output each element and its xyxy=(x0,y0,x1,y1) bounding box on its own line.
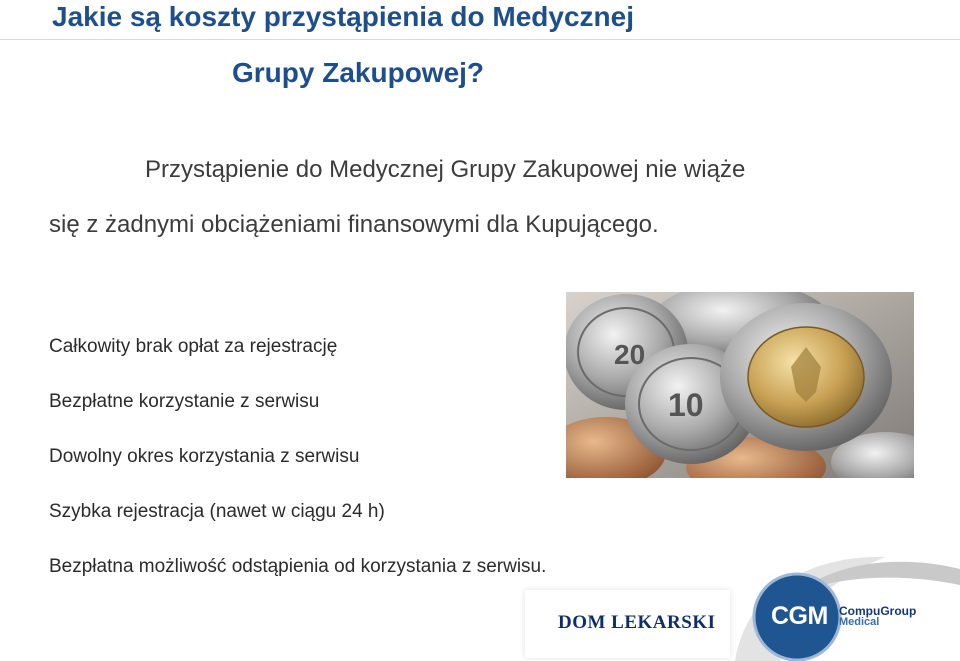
intro-text-line-1: Przystąpienie do Medycznej Grupy Zakupowej nie wiąże xyxy=(145,156,746,183)
benefit-item: Całkowity brak opłat za rejestrację xyxy=(49,336,338,357)
cgm-company-subname: Medical xyxy=(839,616,880,628)
benefit-item: Bezpłatna możliwość odstąpienia od korzystania z serwisu. xyxy=(49,556,547,577)
coin-10-value: 10 xyxy=(668,387,704,423)
cgm-logo-mark: CGM xyxy=(771,602,828,630)
intro-text-line-2: się z żadnymi obciążeniami finansowymi dla Kupującego. xyxy=(49,211,659,238)
slide-title-line-2: Grupy Zakupowej? xyxy=(232,57,485,88)
benefit-item: Szybka rejestracja (nawet w ciągu 24 h) xyxy=(49,501,385,522)
slide-title-line-1: Jakie są koszty przystąpienia do Medycznej xyxy=(52,1,635,32)
top-rule xyxy=(0,39,960,40)
benefit-item: Bezpłatne korzystanie z serwisu xyxy=(49,391,320,412)
coins-photo xyxy=(566,292,914,478)
cgm-company-name: CompuGroup xyxy=(839,604,917,618)
coin-20-value: 20 xyxy=(614,339,646,370)
dom-lekarski-logo-text: DOM LEKARSKI xyxy=(558,612,716,633)
dom-lekarski-logo xyxy=(525,590,730,658)
benefit-item: Dowolny okres korzystania z serwisu xyxy=(49,446,360,467)
